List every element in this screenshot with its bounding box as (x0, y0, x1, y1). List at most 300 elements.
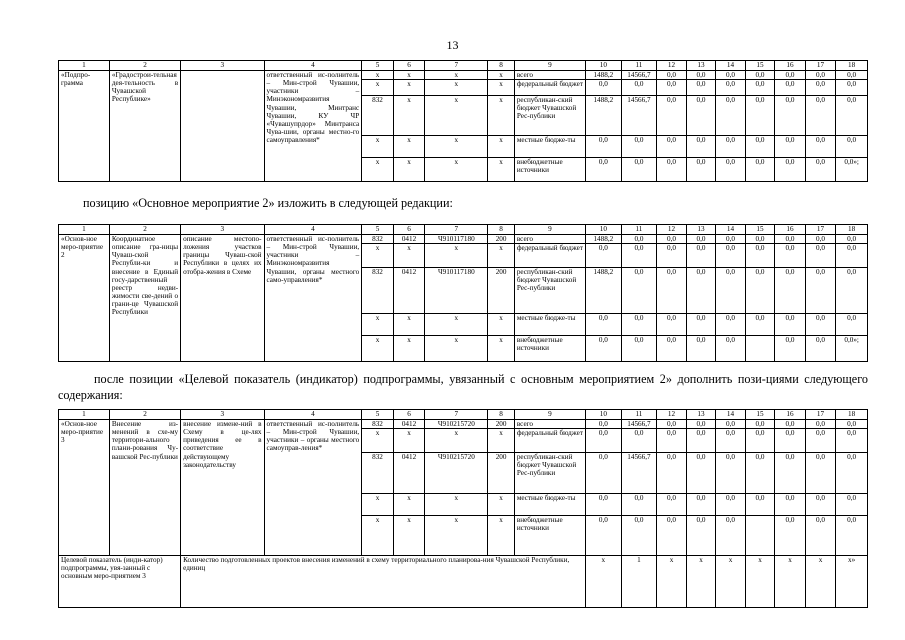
grbs-code-cell: x (362, 429, 394, 453)
table-row (59, 71, 868, 80)
funding-value-cell: 0,0 (586, 453, 622, 494)
section-code-cell: x (393, 336, 425, 362)
funding-value-cell: 0,0 (586, 80, 622, 96)
section-code-cell: x (393, 516, 425, 556)
column-number: 10 (586, 61, 622, 71)
funding-value-cell: 0,0 (836, 136, 868, 158)
funding-value-cell: 0,0 (621, 516, 657, 556)
funding-value-cell: 0,0 (836, 494, 868, 516)
expense-type-cell: 200 (488, 453, 514, 494)
funding-value-cell: 0,0 (586, 314, 622, 336)
funding-value-cell: 0,0»; (836, 158, 868, 182)
grbs-code-cell: 832 (362, 96, 394, 136)
funding-source-cell: федеральный бюджет (514, 429, 585, 453)
column-number: 2 (109, 61, 180, 71)
funding-value-cell: 0,0 (586, 136, 622, 158)
funding-value-cell: 0,0 (657, 420, 687, 429)
target-article-cell: Ч910215720 (425, 420, 488, 429)
expense-type-cell: 200 (488, 235, 514, 244)
funding-value-cell: 0,0 (686, 136, 716, 158)
column-number: 9 (514, 225, 585, 235)
program-name-cell: «Подпро-грамма (59, 71, 110, 182)
funding-value-cell: 0,0 (836, 71, 868, 80)
funding-value-cell: 0,0 (586, 494, 622, 516)
expense-type-cell: x (488, 336, 514, 362)
target-article-cell: Ч910117180 (425, 235, 488, 244)
section-code-cell: x (393, 494, 425, 516)
target-article-cell: x (425, 80, 488, 96)
funding-value-cell: 0,0 (805, 235, 836, 244)
main-event-2-table (58, 224, 868, 362)
program-name-cell: «Основ-ное меро-приятие 3 (59, 420, 110, 556)
funding-value-cell: 0,0 (686, 420, 716, 429)
expense-type-cell: x (488, 314, 514, 336)
column-number-row (59, 225, 868, 235)
funding-value-cell: 0,0 (836, 314, 868, 336)
target-article-cell: x (425, 96, 488, 136)
funding-value-cell: 0,0 (586, 516, 622, 556)
target-indicator-row (59, 556, 868, 608)
funding-value-cell: 0,0 (657, 429, 687, 453)
column-number: 18 (836, 61, 868, 71)
column-number: 6 (393, 61, 425, 71)
column-number: 4 (264, 225, 362, 235)
column-number: 4 (264, 61, 362, 71)
column-number: 5 (362, 61, 394, 71)
expense-type-cell: x (488, 71, 514, 80)
section-code-cell: 0412 (393, 453, 425, 494)
funding-value-cell: 0,0 (716, 96, 746, 136)
column-number: 11 (621, 61, 657, 71)
funding-value-cell: 0,0 (716, 71, 746, 80)
funding-value-cell: 0,0 (775, 158, 806, 182)
funding-value-cell: 0,0 (745, 429, 775, 453)
target-indicator-value: x (716, 556, 746, 608)
section-code-cell: x (393, 71, 425, 80)
column-number: 18 (836, 410, 868, 420)
column-number: 6 (393, 410, 425, 420)
target-article-cell: x (425, 71, 488, 80)
funding-value-cell: 0,0 (775, 136, 806, 158)
funding-value-cell: 1488,2 (586, 268, 622, 314)
funding-value-cell: 0,0 (657, 96, 687, 136)
column-number: 13 (686, 61, 716, 71)
column-number-row (59, 61, 868, 71)
executor-cell: ответственный ис-полнитель – Мин-строй Чувашии, участники – органы местного самоуправ-ления* (264, 420, 362, 556)
column-number: 1 (59, 410, 110, 420)
section-code-cell: x (393, 244, 425, 268)
column-number: 12 (657, 225, 687, 235)
funding-value-cell: 0,0 (657, 516, 687, 556)
funding-value-cell: 0,0 (716, 158, 746, 182)
funding-value-cell: 0,0 (657, 71, 687, 80)
funding-value-cell: 0,0 (716, 453, 746, 494)
column-number: 18 (836, 225, 868, 235)
funding-value-cell: 0,0 (716, 80, 746, 96)
funding-value-cell: 0,0 (657, 244, 687, 268)
funding-value-cell: 0,0 (716, 136, 746, 158)
target-indicator-value: x» (836, 556, 868, 608)
table-row (59, 420, 868, 429)
funding-value-cell: 0,0 (621, 268, 657, 314)
funding-value-cell: 0,0 (775, 80, 806, 96)
funding-value-cell: 0,0 (805, 158, 836, 182)
column-number: 15 (745, 225, 775, 235)
funding-value-cell: 0,0 (686, 494, 716, 516)
target-article-cell: x (425, 336, 488, 362)
program-name-cell: «Основ-ное меро-приятие 2 (59, 235, 110, 362)
funding-source-cell: местные бюдже-ты (514, 314, 585, 336)
funding-value-cell: 1488,2 (586, 71, 622, 80)
column-number: 14 (716, 225, 746, 235)
funding-value-cell: 0,0 (775, 516, 806, 556)
grbs-code-cell: x (362, 516, 394, 556)
funding-value-cell: 0,0 (716, 235, 746, 244)
target-indicator-value: x (686, 556, 716, 608)
funding-value-cell: 0,0 (805, 268, 836, 314)
funding-source-cell: местные бюдже-ты (514, 494, 585, 516)
target-indicator-label: Целевой показатель (инди-катор) подпрограммы, увя-занный с основным меро-приятием 3 (59, 556, 181, 608)
column-number: 10 (586, 410, 622, 420)
funding-value-cell: 0,0 (745, 244, 775, 268)
funding-source-cell: всего (514, 235, 585, 244)
grbs-code-cell: 832 (362, 453, 394, 494)
column-number: 8 (488, 61, 514, 71)
funding-value-cell: 0,0 (805, 336, 836, 362)
expense-type-cell: x (488, 516, 514, 556)
funding-value-cell: 0,0 (775, 494, 806, 516)
executor-cell: ответственный ис-полнитель – Мин-строй Чувашии, участники – Минэкономразвития Чувашии, органы местного само-управления* (264, 235, 362, 362)
column-number: 12 (657, 410, 687, 420)
funding-value-cell: 0,0 (686, 71, 716, 80)
funding-value-cell: 0,0 (586, 336, 622, 362)
funding-value-cell: 0,0 (805, 429, 836, 453)
funding-value-cell: 0,0 (745, 80, 775, 96)
target-article-cell: x (425, 494, 488, 516)
target-indicator-value: x (745, 556, 775, 608)
grbs-code-cell: 832 (362, 235, 394, 244)
funding-value-cell: 0,0 (686, 314, 716, 336)
grbs-code-cell: x (362, 80, 394, 96)
funding-value-cell: 0,0 (836, 516, 868, 556)
section-code-cell: x (393, 96, 425, 136)
funding-source-cell: внебюджетные источники (514, 158, 585, 182)
funding-value-cell: 0,0 (745, 453, 775, 494)
funding-value-cell: 0,0 (805, 494, 836, 516)
target-article-cell: x (425, 136, 488, 158)
column-number: 12 (657, 61, 687, 71)
event-name-cell: Координатное описание гра-ницы Чуваш-ской Республи-ки и внесение в Единый госу-дарственный реестр недви-жимости све-дений о грани-це Чувашской Республики (109, 235, 180, 362)
column-number: 14 (716, 61, 746, 71)
column-number: 16 (775, 410, 806, 420)
funding-value-cell: 0,0 (716, 244, 746, 268)
funding-value-cell: 0,0 (657, 268, 687, 314)
grbs-code-cell: x (362, 158, 394, 182)
funding-value-cell: 0,0 (686, 235, 716, 244)
executor-cell: ответственный ис-полнитель – Мин-строй Чувашии, участники – Минэкономразвития Чувашии, Минтранс Чувашии, КУ ЧР «Чувашупрдор» Минтранса Чува-шии, органы местно-го самоуправления* (264, 71, 362, 182)
funding-value-cell: 0,0 (716, 314, 746, 336)
target-indicator-text: Количество подготовленных проектов внесения изменений в схему территориального планирова-ния Чувашской Республики, единиц (181, 556, 586, 608)
funding-value-cell: 0,0 (836, 453, 868, 494)
target-indicator-value: x (586, 556, 622, 608)
funding-value-cell: 0,0 (805, 453, 836, 494)
funding-value-cell: 0,0 (686, 429, 716, 453)
target-article-cell: x (425, 429, 488, 453)
column-number: 13 (686, 410, 716, 420)
column-number: 7 (425, 410, 488, 420)
column-number: 17 (805, 410, 836, 420)
funding-value-cell: 0,0 (805, 96, 836, 136)
column-number: 3 (181, 61, 264, 71)
funding-value-cell: 0,0 (657, 494, 687, 516)
funding-value-cell: 0,0 (716, 494, 746, 516)
funding-value-cell: 0,0 (805, 244, 836, 268)
instruction-paragraph-1: позицию «Основное мероприятие 2» изложить в следующей редакции: (83, 196, 453, 210)
expense-type-cell: x (488, 136, 514, 158)
funding-value-cell: 0,0 (836, 244, 868, 268)
target-article-cell: x (425, 158, 488, 182)
page-number: 13 (446, 38, 459, 52)
funding-value-cell: 0,0 (621, 158, 657, 182)
column-number: 16 (775, 61, 806, 71)
target-indicator-value: 1 (621, 556, 657, 608)
expense-type-cell: x (488, 96, 514, 136)
funding-value-cell: 0,0 (716, 420, 746, 429)
main-event-3-table (58, 409, 868, 608)
column-number: 7 (425, 225, 488, 235)
funding-value-cell: 0,0 (775, 314, 806, 336)
funding-source-cell: республикан-ский бюджет Чувашской Рес-публики (514, 453, 585, 494)
funding-value-cell: 0,0 (686, 96, 716, 136)
funding-value-cell: 0,0 (745, 96, 775, 136)
funding-value-cell: 0,0 (657, 235, 687, 244)
target-article-cell: Ч910117180 (425, 268, 488, 314)
section-code-cell: 0412 (393, 235, 425, 244)
column-number: 11 (621, 225, 657, 235)
funding-value-cell: 0,0 (836, 420, 868, 429)
column-number: 6 (393, 225, 425, 235)
funding-value-cell: 0,0 (805, 516, 836, 556)
funding-source-cell: внебюджетные источники (514, 336, 585, 362)
column-number: 2 (109, 225, 180, 235)
funding-value-cell: 0,0 (716, 336, 746, 362)
column-number: 15 (745, 61, 775, 71)
target-indicator-value: x (775, 556, 806, 608)
funding-value-cell: 0,0 (621, 80, 657, 96)
grbs-code-cell: x (362, 494, 394, 516)
section-code-cell: 0412 (393, 420, 425, 429)
funding-value-cell: 0,0 (745, 420, 775, 429)
funding-value-cell: 0,0 (775, 429, 806, 453)
target-indicator-value: x (657, 556, 687, 608)
funding-value-cell: 0,0 (745, 136, 775, 158)
section-code-cell: x (393, 158, 425, 182)
funding-value-cell: 14566,7 (621, 96, 657, 136)
table-row (59, 235, 868, 244)
event-name-cell: Внесение из-менений в схе-му территори-ального плани-рования Чу-вашской Рес-публики (109, 420, 180, 556)
instruction-paragraph-2: после позиции «Целевой показатель (индикатор) подпрограммы, увязанный с основным мероприятием 2» дополнить пози-циями следующего содержания: (58, 372, 868, 402)
column-number: 7 (425, 61, 488, 71)
funding-value-cell: 14566,7 (621, 420, 657, 429)
funding-value-cell (745, 516, 775, 556)
event-name-cell: «Градострои-тельная дея-тельность в Чувашской Республике» (109, 71, 180, 182)
funding-value-cell: 0,0 (657, 136, 687, 158)
event-description-cell (181, 71, 264, 182)
column-number: 4 (264, 410, 362, 420)
funding-value-cell: 0,0 (805, 314, 836, 336)
funding-value-cell: 0,0 (716, 268, 746, 314)
funding-source-cell: внебюджетные источники (514, 516, 585, 556)
column-number: 14 (716, 410, 746, 420)
funding-value-cell: 0,0 (805, 80, 836, 96)
expense-type-cell: x (488, 429, 514, 453)
expense-type-cell: x (488, 80, 514, 96)
funding-value-cell: 0,0 (745, 71, 775, 80)
funding-value-cell: 0,0 (775, 235, 806, 244)
funding-value-cell: 0,0 (621, 136, 657, 158)
funding-value-cell: 0,0 (745, 314, 775, 336)
funding-value-cell: 0,0 (621, 244, 657, 268)
funding-value-cell: 0,0 (686, 516, 716, 556)
funding-value-cell: 0,0 (586, 429, 622, 453)
funding-value-cell: 14566,7 (621, 453, 657, 494)
funding-source-cell: республикан-ский бюджет Чувашской Рес-публики (514, 96, 585, 136)
target-article-cell: x (425, 244, 488, 268)
grbs-code-cell: x (362, 71, 394, 80)
grbs-code-cell: x (362, 336, 394, 362)
funding-value-cell (745, 336, 775, 362)
expense-type-cell: x (488, 494, 514, 516)
funding-source-cell: федеральный бюджет (514, 244, 585, 268)
funding-source-cell: всего (514, 420, 585, 429)
column-number: 2 (109, 410, 180, 420)
funding-value-cell: 0,0 (775, 336, 806, 362)
funding-value-cell: 0,0 (745, 268, 775, 314)
grbs-code-cell: x (362, 136, 394, 158)
funding-value-cell: 0,0 (775, 268, 806, 314)
column-number: 10 (586, 225, 622, 235)
funding-source-cell: республикан-ский бюджет Чувашской Рес-публики (514, 268, 585, 314)
funding-value-cell: 0,0 (686, 453, 716, 494)
section-code-cell: x (393, 314, 425, 336)
funding-value-cell: 0,0 (805, 136, 836, 158)
event-description-cell: внесение измене-ний в Схему в це-лях приведения ее в соответствие действующему законодательству (181, 420, 264, 556)
grbs-code-cell: x (362, 314, 394, 336)
grbs-code-cell: 832 (362, 420, 394, 429)
funding-value-cell: 0,0 (621, 494, 657, 516)
funding-value-cell: 0,0 (621, 429, 657, 453)
column-number: 1 (59, 225, 110, 235)
funding-value-cell: 0,0 (745, 158, 775, 182)
funding-value-cell: 0,0 (836, 429, 868, 453)
funding-value-cell: 0,0 (745, 494, 775, 516)
funding-value-cell: 1488,2 (586, 235, 622, 244)
funding-value-cell: 0,0 (586, 158, 622, 182)
funding-source-cell: всего (514, 71, 585, 80)
funding-value-cell: 0,0 (621, 235, 657, 244)
funding-value-cell: 0,0 (686, 80, 716, 96)
funding-value-cell: 0,0 (775, 453, 806, 494)
section-code-cell: x (393, 429, 425, 453)
funding-value-cell: 0,0 (686, 268, 716, 314)
expense-type-cell: x (488, 158, 514, 182)
column-number: 17 (805, 61, 836, 71)
expense-type-cell: x (488, 244, 514, 268)
funding-value-cell: 0,0 (775, 96, 806, 136)
target-article-cell: x (425, 516, 488, 556)
subprogram-table (58, 60, 868, 182)
funding-value-cell: 0,0 (657, 158, 687, 182)
funding-value-cell: 0,0 (586, 244, 622, 268)
funding-value-cell: 0,0 (657, 80, 687, 96)
event-description-cell: описание местопо-ложения участков границы Чуваш-ской Республики в целях их отобра-жения в Схеме (181, 235, 264, 362)
funding-value-cell: 0,0 (657, 336, 687, 362)
section-code-cell: x (393, 80, 425, 96)
funding-value-cell: 0,0 (836, 80, 868, 96)
target-article-cell: Ч910215720 (425, 453, 488, 494)
funding-source-cell: федеральный бюджет (514, 80, 585, 96)
funding-value-cell: 0,0 (775, 420, 806, 429)
funding-value-cell: 0,0 (805, 420, 836, 429)
funding-value-cell: 1488,2 (586, 96, 622, 136)
column-number: 15 (745, 410, 775, 420)
funding-value-cell: 0,0 (775, 244, 806, 268)
funding-value-cell: 0,0 (775, 71, 806, 80)
funding-value-cell: 0,0 (686, 158, 716, 182)
funding-value-cell: 0,0 (621, 314, 657, 336)
funding-value-cell: 0,0 (716, 429, 746, 453)
funding-value-cell: 0,0 (716, 516, 746, 556)
column-number: 9 (514, 61, 585, 71)
target-article-cell: x (425, 314, 488, 336)
funding-value-cell: 0,0 (745, 235, 775, 244)
funding-value-cell: 0,0 (836, 235, 868, 244)
funding-value-cell: 0,0 (836, 96, 868, 136)
column-number: 11 (621, 410, 657, 420)
column-number: 5 (362, 410, 394, 420)
funding-value-cell: 0,0 (686, 244, 716, 268)
column-number: 3 (181, 225, 264, 235)
column-number: 16 (775, 225, 806, 235)
grbs-code-cell: 832 (362, 268, 394, 314)
funding-value-cell: 0,0 (657, 453, 687, 494)
target-indicator-value: x (805, 556, 836, 608)
column-number-row (59, 410, 868, 420)
funding-value-cell: 0,0»; (836, 336, 868, 362)
funding-value-cell: 0,0 (586, 420, 622, 429)
column-number: 17 (805, 225, 836, 235)
funding-source-cell: местные бюдже-ты (514, 136, 585, 158)
grbs-code-cell: x (362, 244, 394, 268)
funding-value-cell: 0,0 (686, 336, 716, 362)
column-number: 9 (514, 410, 585, 420)
funding-value-cell: 0,0 (805, 71, 836, 80)
funding-value-cell: 0,0 (836, 268, 868, 314)
column-number: 8 (488, 225, 514, 235)
column-number: 13 (686, 225, 716, 235)
expense-type-cell: 200 (488, 268, 514, 314)
funding-value-cell: 0,0 (657, 314, 687, 336)
column-number: 8 (488, 410, 514, 420)
column-number: 5 (362, 225, 394, 235)
expense-type-cell: 200 (488, 420, 514, 429)
funding-value-cell: 14566,7 (621, 71, 657, 80)
section-code-cell: 0412 (393, 268, 425, 314)
column-number: 1 (59, 61, 110, 71)
column-number: 3 (181, 410, 264, 420)
funding-value-cell: 0,0 (621, 336, 657, 362)
section-code-cell: x (393, 136, 425, 158)
